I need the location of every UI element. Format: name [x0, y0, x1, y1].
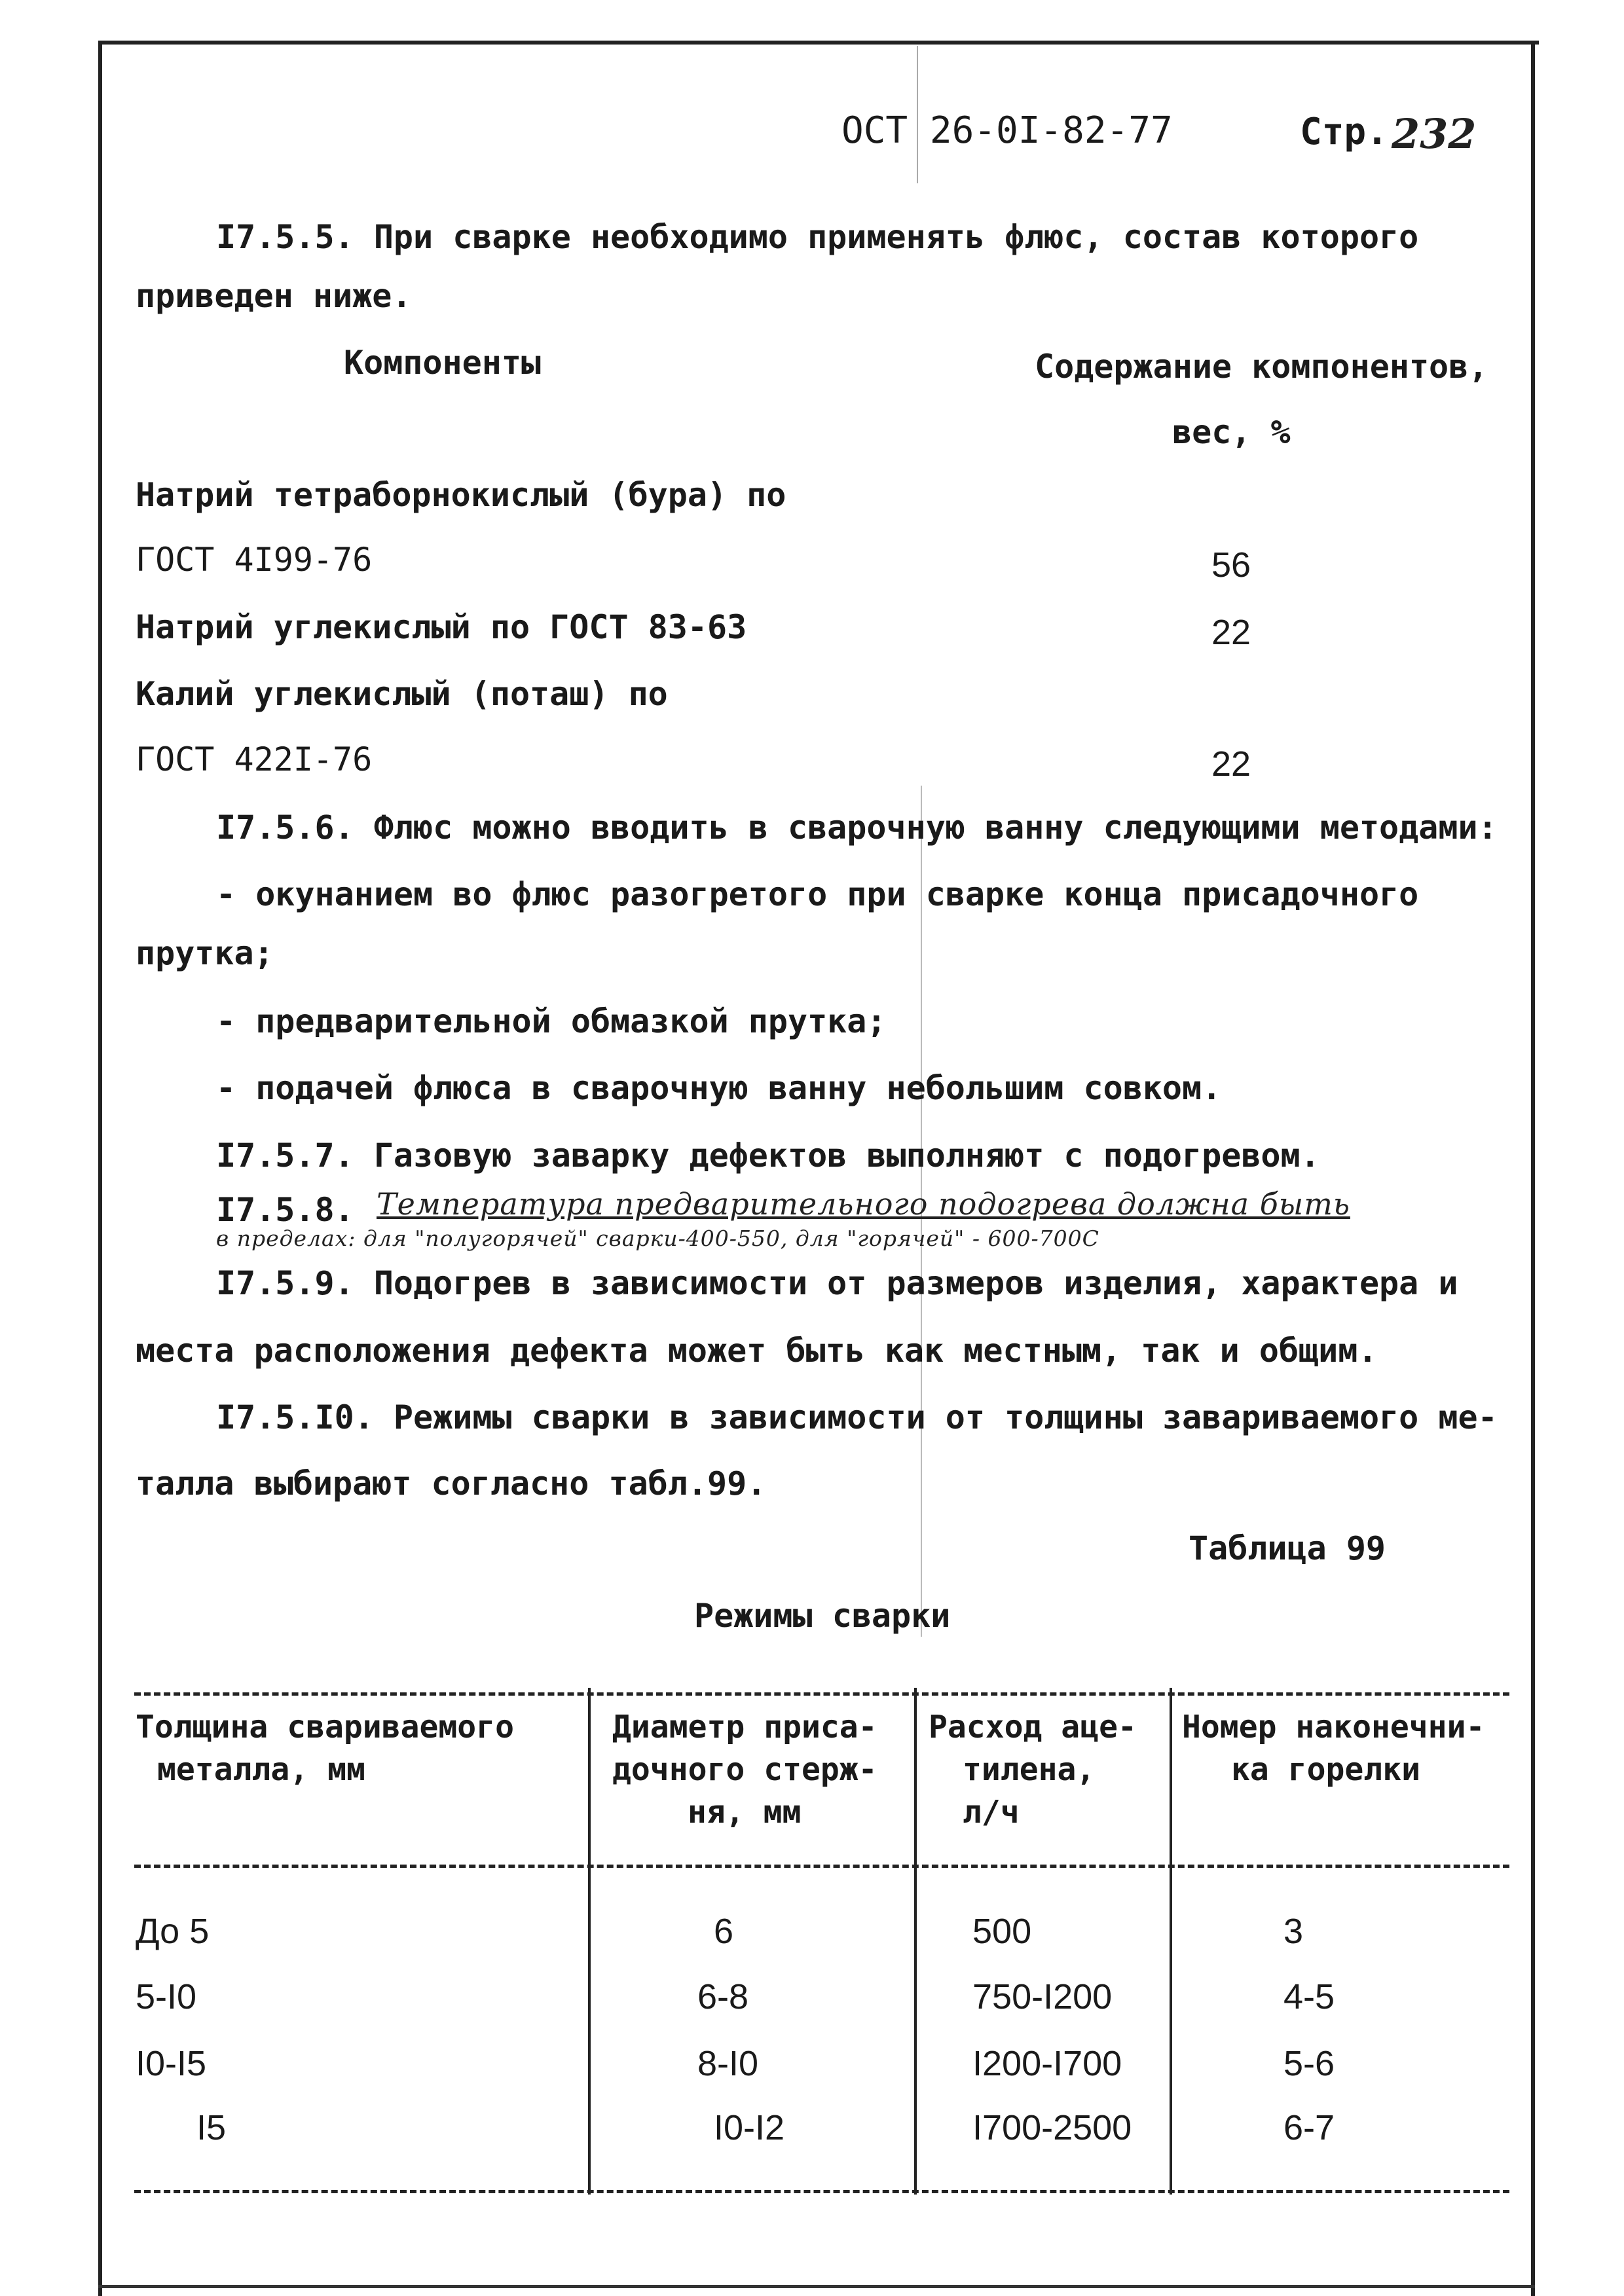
table-column-divider-2	[914, 1688, 917, 2195]
component-2-value: 22	[1211, 613, 1251, 652]
table-bottom-rule	[134, 2190, 1509, 2193]
component-3-name-line2: ГОСТ 422I-76	[136, 740, 373, 778]
col-components-header: Компоненты	[344, 344, 542, 382]
component-1-value: 56	[1211, 545, 1251, 585]
para-17-5-6-item2: - предварительной обмазкой прутка;	[216, 1002, 887, 1040]
page-number: 232	[1392, 110, 1477, 158]
para-17-5-10-line1: I7.5.I0. Режимы сварки в зависимости от толщины завариваемого ме-	[216, 1398, 1498, 1436]
table-row-4-tip: 6-7	[1283, 2108, 1335, 2147]
table-header-acetylene-line2: тилена,	[963, 1751, 1096, 1788]
table-row-4-acetylene: I700-2500	[972, 2108, 1132, 2147]
table-column-divider-1	[588, 1688, 591, 2195]
table-header-acetylene-line3: л/ч	[963, 1794, 1020, 1831]
table-row-1-acetylene: 500	[972, 1912, 1032, 1951]
para-17-5-8-handwritten-line1: Температура предварительного подогрева должна быть	[377, 1186, 1350, 1222]
table-header-diameter-line3: ня, мм	[688, 1794, 802, 1831]
table-header-acetylene-line1: Расход аце-	[929, 1709, 1137, 1745]
component-1-name-line1: Натрий тетраборнокислый (бура) по	[136, 476, 786, 514]
table-row-1-tip: 3	[1283, 1912, 1304, 1951]
col-content-header-line1: Содержание компонентов,	[1035, 348, 1488, 386]
table-header-diameter-line2: дочного стерж-	[612, 1751, 877, 1788]
table-row-1-diameter: 6	[714, 1912, 734, 1951]
page-label: Стр.	[1300, 111, 1388, 153]
table-row-4-thickness: I5	[196, 2108, 227, 2147]
table-title: Режимы сварки	[694, 1597, 951, 1635]
table-row-3-tip: 5-6	[1283, 2044, 1335, 2083]
table-row-3-diameter: 8-I0	[697, 2044, 759, 2083]
para-17-5-8-number: I7.5.8.	[216, 1191, 354, 1229]
para-17-5-6-item3: - подачей флюса в сварочную ванну небольшим совком.	[216, 1069, 1222, 1107]
table-header-thickness-line1: Толщина свариваемого	[136, 1709, 514, 1745]
para-17-5-5-line2: приведен ниже.	[136, 277, 412, 315]
table-header-rule	[134, 1865, 1509, 1868]
table-header-tip-line1: Номер наконечни-	[1182, 1709, 1485, 1745]
para-17-5-6-item1-line1: - окунанием во флюс разогретого при сварке конца присадочного	[216, 875, 1419, 913]
table-header-diameter-line1: Диаметр приса-	[612, 1709, 877, 1745]
standard-number: ОСТ 26-0I-82-77	[841, 109, 1173, 152]
table-row-2-tip: 4-5	[1283, 1977, 1335, 2016]
table-row-2-acetylene: 750-I200	[972, 1977, 1113, 2016]
table-label: Таблица 99	[1189, 1529, 1386, 1567]
component-1-name-line2: ГОСТ 4I99-76	[136, 541, 373, 579]
col-content-header-line2: вес, %	[1172, 413, 1291, 451]
para-17-5-7: I7.5.7. Газовую заварку дефектов выполняют с подогревом.	[216, 1137, 1320, 1175]
para-17-5-6-item1-line2: прутка;	[136, 934, 274, 972]
page-frame-left	[98, 41, 102, 2296]
page-frame-bottom	[98, 2285, 1535, 2288]
para-17-5-5-line1: I7.5.5. При сварке необходимо применять флюс, состав которого	[216, 218, 1419, 256]
table-row-3-thickness: I0-I5	[136, 2044, 207, 2083]
para-17-5-9-line2: места расположения дефекта может быть как местным, так и общим.	[136, 1332, 1378, 1370]
table-header-tip-line2: ка горелки	[1231, 1751, 1420, 1788]
para-17-5-8-handwritten-line2: в пределах: для "полугорячей" сварки-400-550, для "горячей" - 600-700С	[216, 1226, 1099, 1251]
para-17-5-6-line1: I7.5.6. Флюс можно вводить в сварочную ванну следующими методами:	[216, 809, 1498, 847]
table-row-1-thickness: До 5	[136, 1912, 210, 1951]
table-header-thickness-line2: металла, мм	[157, 1751, 365, 1788]
table-top-rule	[134, 1692, 1509, 1696]
para-17-5-9-line1: I7.5.9. Подогрев в зависимости от размеров изделия, характера и	[216, 1264, 1458, 1302]
page-frame-right	[1531, 41, 1535, 2296]
component-3-value: 22	[1211, 744, 1251, 784]
page-frame-top	[98, 41, 1539, 45]
table-row-3-acetylene: I200-I700	[972, 2044, 1122, 2083]
table-column-divider-3	[1170, 1688, 1172, 2195]
component-3-name-line1: Калий углекислый (поташ) по	[136, 675, 668, 713]
table-row-4-diameter: I0-I2	[714, 2108, 785, 2147]
table-row-2-thickness: 5-I0	[136, 1977, 197, 2016]
table-row-2-diameter: 6-8	[697, 1977, 749, 2016]
para-17-5-10-line2: талла выбирают согласно табл.99.	[136, 1465, 767, 1503]
component-2-name: Натрий углекислый по ГОСТ 83-63	[136, 608, 747, 646]
